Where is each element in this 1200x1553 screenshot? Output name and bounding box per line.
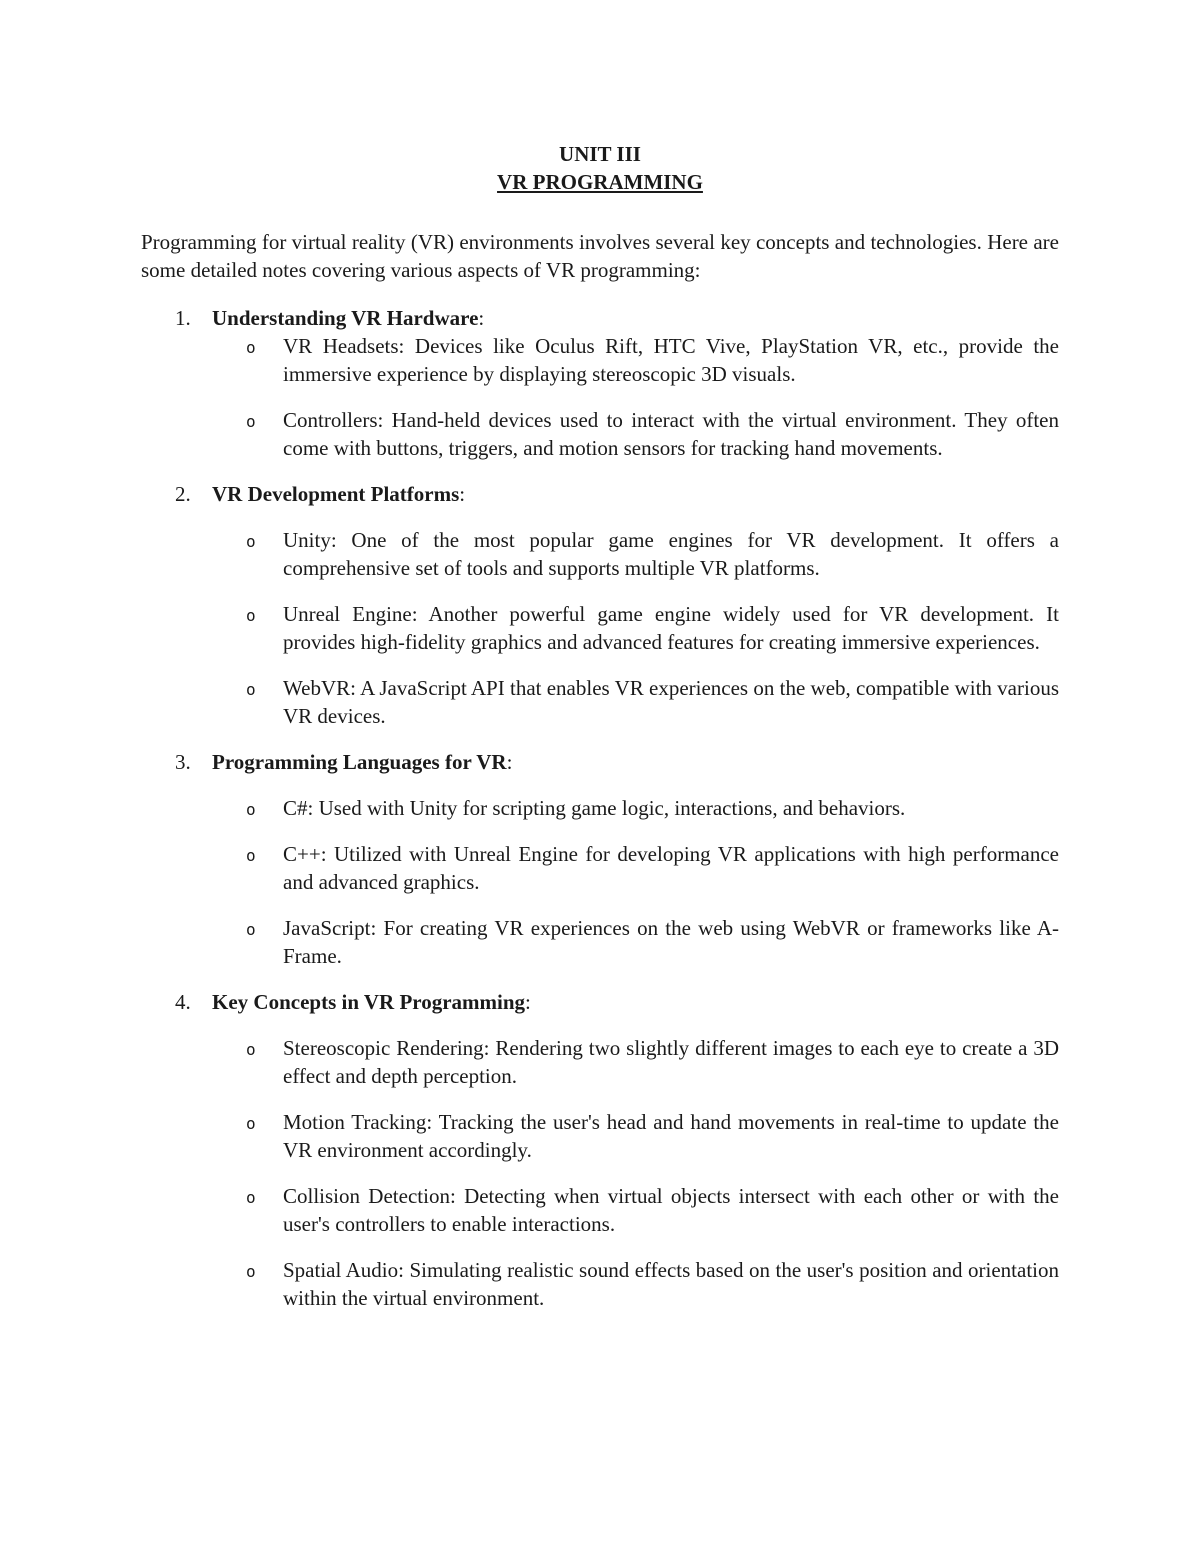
section-heading-colon: : <box>459 482 466 506</box>
bullet-marker: o <box>246 800 256 819</box>
list-item-text: C#: Used with Unity for scripting game logic, interactions, and behaviors. <box>283 796 906 820</box>
list-item-text: Unreal Engine: Another powerful game engine widely used for VR development. It provides high-fidelity graphics and advanced features for creating immersive experiences. <box>283 602 1059 654</box>
section-heading-colon: : <box>478 306 485 330</box>
section-heading-colon: : <box>525 990 531 1014</box>
section-heading <box>212 480 1059 508</box>
bullet-marker: o <box>246 920 256 939</box>
bullet-list <box>212 332 1059 462</box>
unit-heading: UNIT III <box>559 142 641 166</box>
section-heading-colon: : <box>506 750 513 774</box>
list-item-text: Unity: One of the most popular game engines for VR development. It offers a comprehensive set of tools and supports multiple VR platforms. <box>283 528 1059 580</box>
section-heading-text: VR Development Platforms <box>212 482 460 506</box>
bullet-marker: o <box>246 412 256 431</box>
section-list <box>141 304 1059 1312</box>
list-item-text: C++: Utilized with Unreal Engine for developing VR applications with high performance and advanced graphics. <box>283 842 1059 894</box>
list-item <box>212 526 1059 582</box>
section-number: 1. <box>175 306 191 330</box>
list-item <box>212 794 1059 822</box>
bullet-marker: o <box>246 606 256 625</box>
bullet-marker: o <box>246 1262 256 1281</box>
list-item <box>212 406 1059 462</box>
bullet-marker: o <box>246 338 256 357</box>
list-item <box>212 1034 1059 1090</box>
list-item-text: Collision Detection: Detecting when virtual objects intersect with each other or with the user's controllers to enable interactions. <box>283 1184 1059 1236</box>
list-item <box>212 914 1059 970</box>
section-number: 3. <box>175 750 191 774</box>
intro-paragraph: Programming for virtual reality (VR) environments involves several key concepts and technologies. Here are some detailed notes covering various aspects of VR programming: <box>141 230 1059 282</box>
list-item-text: VR Headsets: Devices like Oculus Rift, HTC Vive, PlayStation VR, etc., provide the immersive experience by displaying stereoscopic 3D visuals. <box>283 334 1059 386</box>
section-heading-text: Programming Languages for VR <box>212 750 507 774</box>
section-number: 4. <box>175 990 191 1014</box>
section-heading <box>212 304 1059 332</box>
bullet-marker: o <box>246 1040 256 1059</box>
list-item <box>212 840 1059 896</box>
bullet-list <box>212 794 1059 970</box>
section-item <box>141 748 1059 970</box>
section-heading-text: Understanding VR Hardware <box>212 306 479 330</box>
section-number: 2. <box>175 482 191 506</box>
list-item-text: Motion Tracking: Tracking the user's head and hand movements in real-time to update the VR environment accordingly. <box>283 1110 1059 1162</box>
bullet-marker: o <box>246 1188 256 1207</box>
bullet-list <box>212 1034 1059 1312</box>
bullet-marker: o <box>246 680 256 699</box>
section-heading <box>212 748 1059 776</box>
list-item-text: Stereoscopic Rendering: Rendering two slightly different images to each eye to create a 3D effect and depth perception. <box>283 1036 1059 1088</box>
list-item <box>212 600 1059 656</box>
page-title: VR PROGRAMMING <box>497 170 703 194</box>
list-item <box>212 1182 1059 1238</box>
list-item-text: JavaScript: For creating VR experiences on the web using WebVR or frameworks like A-Frame. <box>283 916 1059 968</box>
list-item-text: Spatial Audio: Simulating realistic sound effects based on the user's position and orientation within the virtual environment. <box>283 1258 1059 1310</box>
section-heading <box>212 988 1059 1016</box>
list-item <box>212 332 1059 388</box>
section-heading-text: Key Concepts in VR Programming <box>212 990 526 1014</box>
document-page <box>141 140 1059 1312</box>
bullet-marker: o <box>246 846 256 865</box>
section-item <box>141 304 1059 462</box>
list-item-text: Controllers: Hand-held devices used to interact with the virtual environment. They often come with buttons, triggers, and motion sensors for tracking hand movements. <box>283 408 1059 460</box>
section-item <box>141 988 1059 1312</box>
list-item <box>212 674 1059 730</box>
bullet-marker: o <box>246 1114 256 1133</box>
list-item <box>212 1108 1059 1164</box>
bullet-list <box>212 526 1059 730</box>
bullet-marker: o <box>246 532 256 551</box>
list-item <box>212 1256 1059 1312</box>
section-item <box>141 480 1059 730</box>
list-item-text: WebVR: A JavaScript API that enables VR experiences on the web, compatible with various VR devices. <box>283 676 1059 728</box>
